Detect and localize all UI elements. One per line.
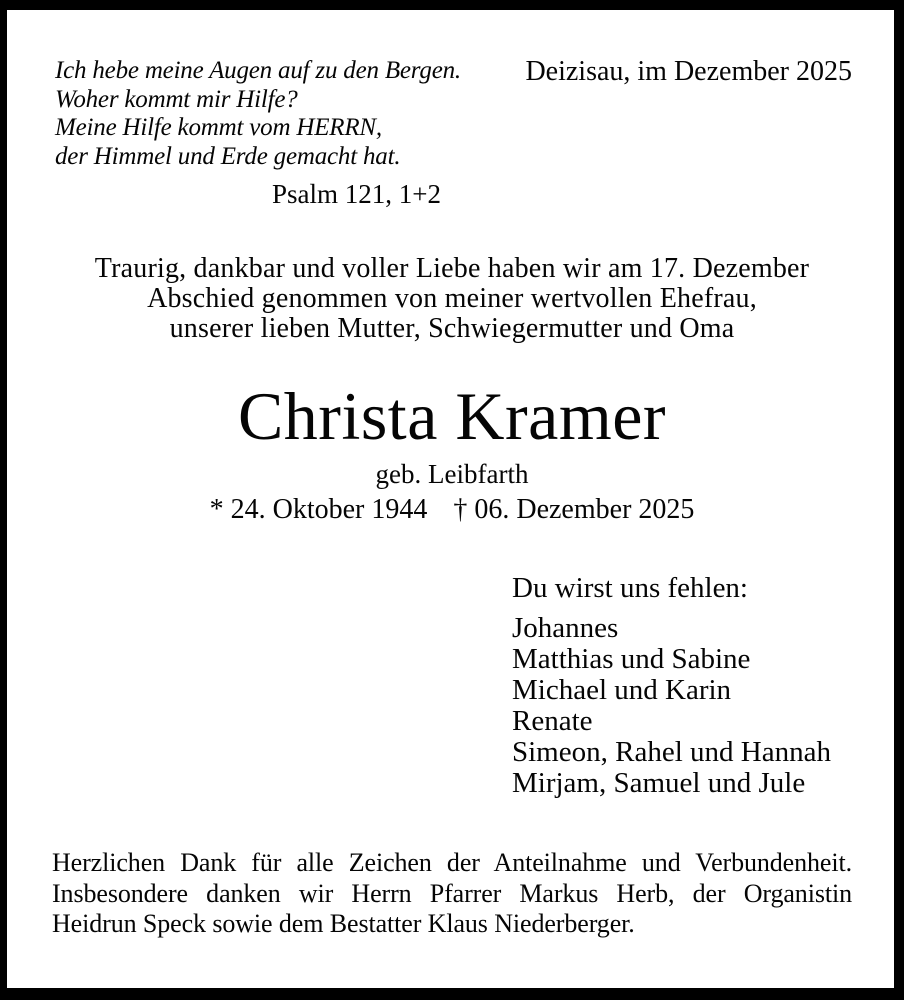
thanks-line: Heidrun Speck sowie dem Bestatter Klaus Niederberger. — [52, 909, 635, 938]
intro-line: unserer lieben Mutter, Schwiegermutter und Oma — [169, 313, 735, 344]
scripture-quote — [55, 57, 461, 171]
scripture-line: der Himmel und Erde gemacht hat. — [55, 142, 401, 170]
thanks-paragraph — [52, 848, 852, 940]
mourner-name: Johannes — [512, 612, 619, 644]
psalm-reference: Psalm 121, 1+2 — [272, 179, 441, 209]
scripture-line: Meine Hilfe kommt vom HERRN, — [55, 114, 382, 141]
farewell-heading: Du wirst uns fehlen: — [512, 572, 748, 604]
mourner-name: Michael und Karin — [512, 674, 732, 706]
thanks-line: Herzlichen Dank für alle Zeichen der Anteilnahme und Verbundenheit. — [52, 848, 852, 877]
intro-paragraph — [0, 254, 904, 344]
mourner-name: Renate — [512, 705, 593, 737]
life-dates — [0, 494, 904, 526]
place-dateline: Deizisau, im Dezember 2025 — [525, 56, 852, 87]
birth-date: * 24. Oktober 1944 — [209, 494, 428, 525]
death-date: † 06. Dezember 2025 — [453, 494, 695, 525]
scripture-line: Ich hebe meine Augen auf zu den Bergen. — [55, 57, 461, 84]
mourner-name: Matthias und Sabine — [512, 643, 751, 675]
mourner-name: Mirjam, Samuel und Jule — [512, 767, 806, 799]
deceased-name: Christa Kramer — [237, 378, 667, 454]
maiden-name: geb. Leibfarth — [375, 459, 529, 489]
mourners-list — [512, 613, 831, 799]
intro-line: Traurig, dankbar und voller Liebe haben wir am 17. Dezember — [94, 253, 810, 284]
scripture-line: Woher kommt mir Hilfe? — [55, 85, 298, 113]
mourner-name: Simeon, Rahel und Hannah — [512, 736, 831, 768]
intro-line: Abschied genommen von meiner wertvollen Ehefrau, — [147, 283, 757, 314]
thanks-line: Insbesondere danken wir Herrn Pfarrer Markus Herb, der Organistin — [52, 878, 852, 908]
